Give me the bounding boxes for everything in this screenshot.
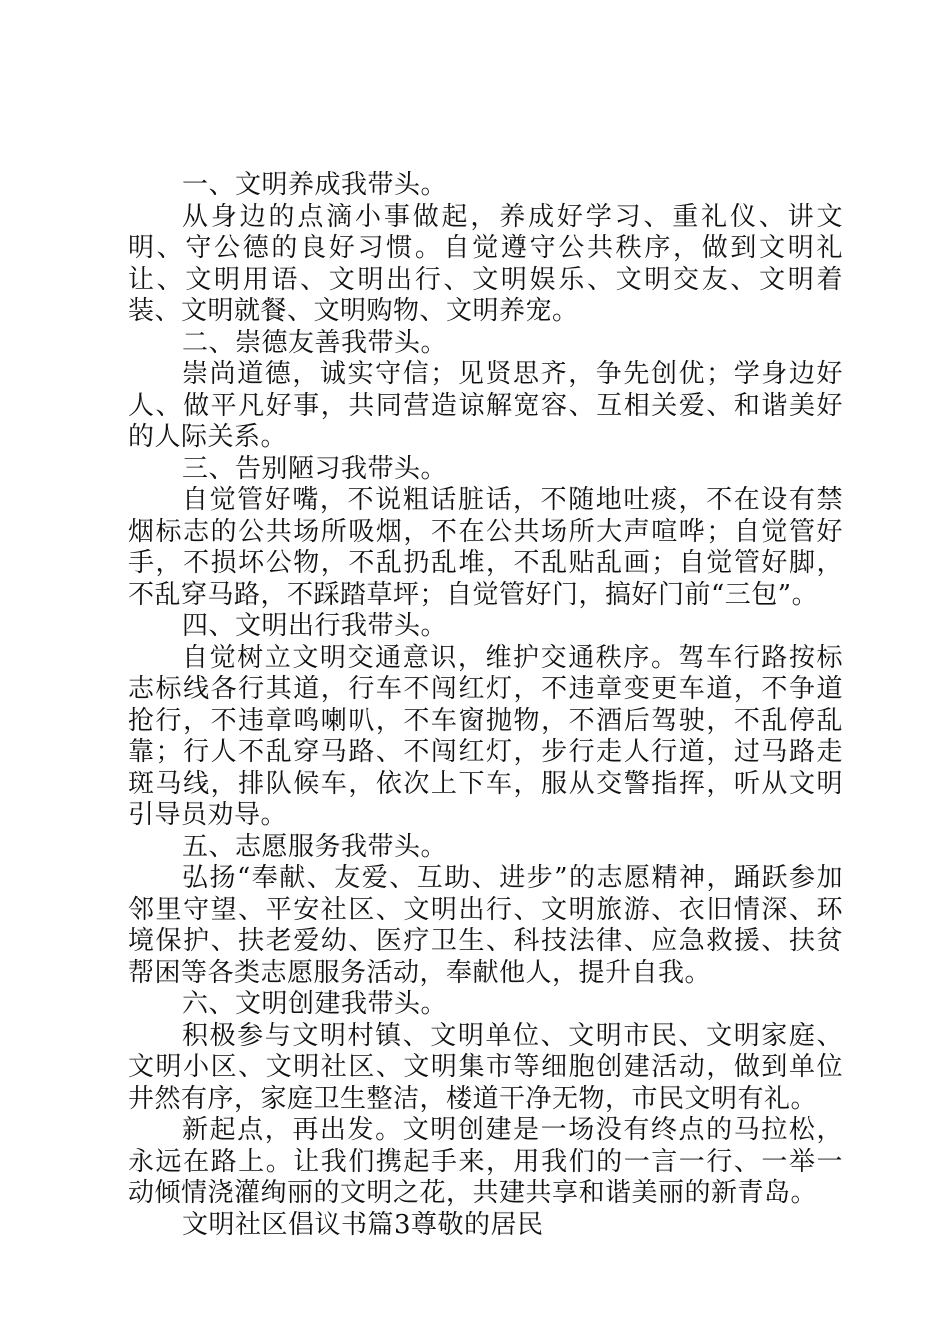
section-heading-2: 二、崇德友善我带头。 [182,327,448,358]
paragraph-6: 积极参与文明村镇、文明单位、文明市民、文明家庭、文明小区、文明社区、文明集市等细胞创建活动，做到单位井然有序，家庭卫生整洁，楼道干净无物，市民文明有礼。 [128,1020,843,1114]
paragraph-5: 弘扬“奉献、友爱、互助、进步”的志愿精神，踊跃参加邻里守望、平安社区、文明出行、文明旅游、衣旧情深、环境保护、扶老爱幼、医疗卫生、科技法律、应急救援、扶贫帮困等各类志愿服务活动，奉献他人，提升自我。 [128,863,843,988]
section-heading-5: 五、志愿服务我带头。 [182,831,448,862]
paragraph-closing: 新起点，再出发。文明创建是一场没有终点的马拉松，永远在路上。让我们携起手来，用我们的一言一行、一举一动倾情浇灌绚丽的文明之花，共建共享和谐美丽的新青岛。 [128,1115,843,1208]
section-heading-3: 三、告别陋习我带头。 [182,453,448,484]
paragraph-4: 自觉树立文明交通意识，维护交通秩序。驾车行路按标志标线各行其道，行车不闯红灯，不违章变更车道，不争道抢行，不违章鸣喇叭，不车窗抛物，不酒后驾驶，不乱停乱靠；行人不乱穿马路、不闯红灯，步行走人行道，过马路走斑马线，排队候车，依次上下车，服从交警指挥，听从文明引导员劝导。 [128,642,843,830]
paragraph-1: 从身边的点滴小事做起，养成好学习、重礼仪、讲文明、守公德的良好习惯。自觉遵守公共秩序，做到文明礼让、文明用语、文明出行、文明娱乐、文明交友、文明着装、文明就餐、文明购物、文明养宠。 [128,201,843,326]
section-heading-6: 六、文明创建我带头。 [182,989,448,1019]
next-article-title: 文明社区倡议书篇3尊敬的居民 [182,1209,544,1240]
paragraph-3: 自觉管好嘴，不说粗话脏话，不随地吐痰，不在设有禁烟标志的公共场所吸烟，不在公共场所大声喧哗；自觉管好手，不损坏公物，不乱扔乱堆，不乱贴乱画；自觉管好脚，不乱穿马路，不踩踏草坪；自觉管好门，搞好门前“三包”。 [128,485,843,610]
section-heading-1: 一、文明养成我带头。 [182,170,448,200]
paragraph-2: 崇尚道德，诚实守信；见贤思齐，争先创优；学身边好人、做平凡好事，共同营造谅解宽容、互相关爱、和谐美好的人际关系。 [128,359,843,452]
document-body [128,170,843,1241]
section-heading-4: 四、文明出行我带头。 [182,611,448,641]
